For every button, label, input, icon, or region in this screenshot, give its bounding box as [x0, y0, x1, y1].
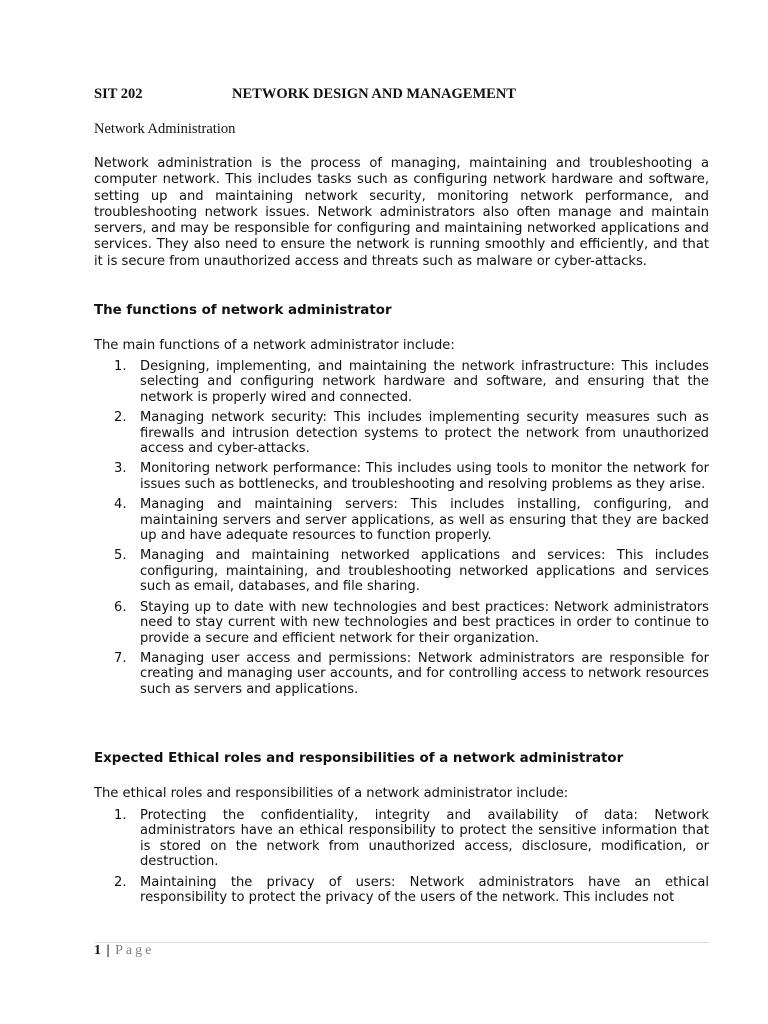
- page-number: 1: [94, 943, 101, 958]
- page-footer: [94, 943, 154, 959]
- list-item: [94, 548, 709, 594]
- page-label: Page: [115, 943, 155, 958]
- footer-divider: [94, 942, 709, 943]
- list-item-number: 4.: [114, 497, 127, 513]
- list-item-text: Monitoring network performance: This includes using tools to monitor the network for issues such as bottlenecks, and troubleshooting and resolving problems as they arise.: [140, 461, 709, 492]
- list-item-number: 6.: [114, 599, 127, 615]
- functions-list: [94, 359, 709, 702]
- list-item-text: Managing network security: This includes implementing security measures such as firewalls and intrusion detection systems to protect the network from unauthorized access and cyber-attacks.: [140, 410, 709, 457]
- ethics-lead: The ethical roles and responsibilities of a network administrator include:: [94, 786, 569, 801]
- list-item-number: 7.: [114, 650, 127, 666]
- list-item-number: 2.: [114, 410, 127, 426]
- ethics-heading: Expected Ethical roles and responsibilities of a network administrator: [94, 751, 624, 766]
- list-item: [94, 359, 709, 405]
- list-item: [94, 651, 709, 697]
- list-item-text: Staying up to date with new technologies and best practices: Network administrators need to stay current with new technologies and best practices in order to continue to provide a secure and efficient network for their organization.: [140, 599, 709, 646]
- list-item: [94, 875, 709, 906]
- list-item-number: 5.: [114, 548, 127, 564]
- list-item-number: 1.: [114, 359, 127, 374]
- list-item-number: 2.: [114, 874, 127, 890]
- course-header: [94, 86, 516, 103]
- footer-separator: |: [106, 943, 110, 958]
- list-item-number: 1.: [114, 808, 127, 823]
- list-item: [94, 497, 709, 543]
- list-item: [94, 808, 709, 870]
- functions-lead: The main functions of a network administrator include:: [94, 338, 455, 353]
- list-item-text: Protecting the confidentiality, integrity and availability of data: Network administrators have an ethical responsibility to protect the sensitive information that is stored on the network from unauthorized access, disclosure, modification, or destruction.: [140, 808, 709, 870]
- list-item: [94, 600, 709, 646]
- list-item: [94, 410, 709, 456]
- course-title: NETWORK DESIGN AND MANAGEMENT: [232, 86, 516, 102]
- ethics-list: [94, 808, 709, 910]
- list-item-text: Designing, implementing, and maintaining the network infrastructure: This includes selecting and configuring network hardware and software, and ensuring that the network is properly wired and connected.: [140, 359, 709, 405]
- course-code: SIT 202: [94, 86, 143, 102]
- list-item-text: Managing and maintaining servers: This includes installing, configuring, and maintaining servers and server applications, as well as ensuring that they are backed up and have adequate resources to function properly.: [140, 497, 709, 544]
- functions-heading: The functions of network administrator: [94, 303, 392, 318]
- intro-paragraph: Network administration is the process of managing, maintaining and troubleshooting a computer network. This includes tasks such as configuring network hardware and software, setting up and maintaining network security, monitoring network performance, and troubleshooting network issues. Network administrators also often manage and maintain servers, and may be responsible for configuring and maintaining networked applications and services. They also need to ensure the network is running smoothly and efficiently, and that it is secure from unauthorized access and threats such as malware or cyber-attacks.: [94, 156, 709, 269]
- list-item-text: Managing user access and permissions: Network administrators are responsible for creating and managing user accounts, and for controlling access to network resources such as servers and applications.: [140, 650, 709, 697]
- list-item-number: 3.: [114, 461, 127, 477]
- document-subtitle: Network Administration: [94, 121, 236, 137]
- list-item: [94, 461, 709, 492]
- list-item-text: Managing and maintaining networked applications and services: This includes configuring, maintaining, and troubleshooting networked applications and services such as email, databases, and file sharing.: [140, 548, 709, 595]
- list-item-text: Maintaining the privacy of users: Network administrators have an ethical responsibility to protect the privacy of the users of the network. This includes not: [140, 874, 709, 906]
